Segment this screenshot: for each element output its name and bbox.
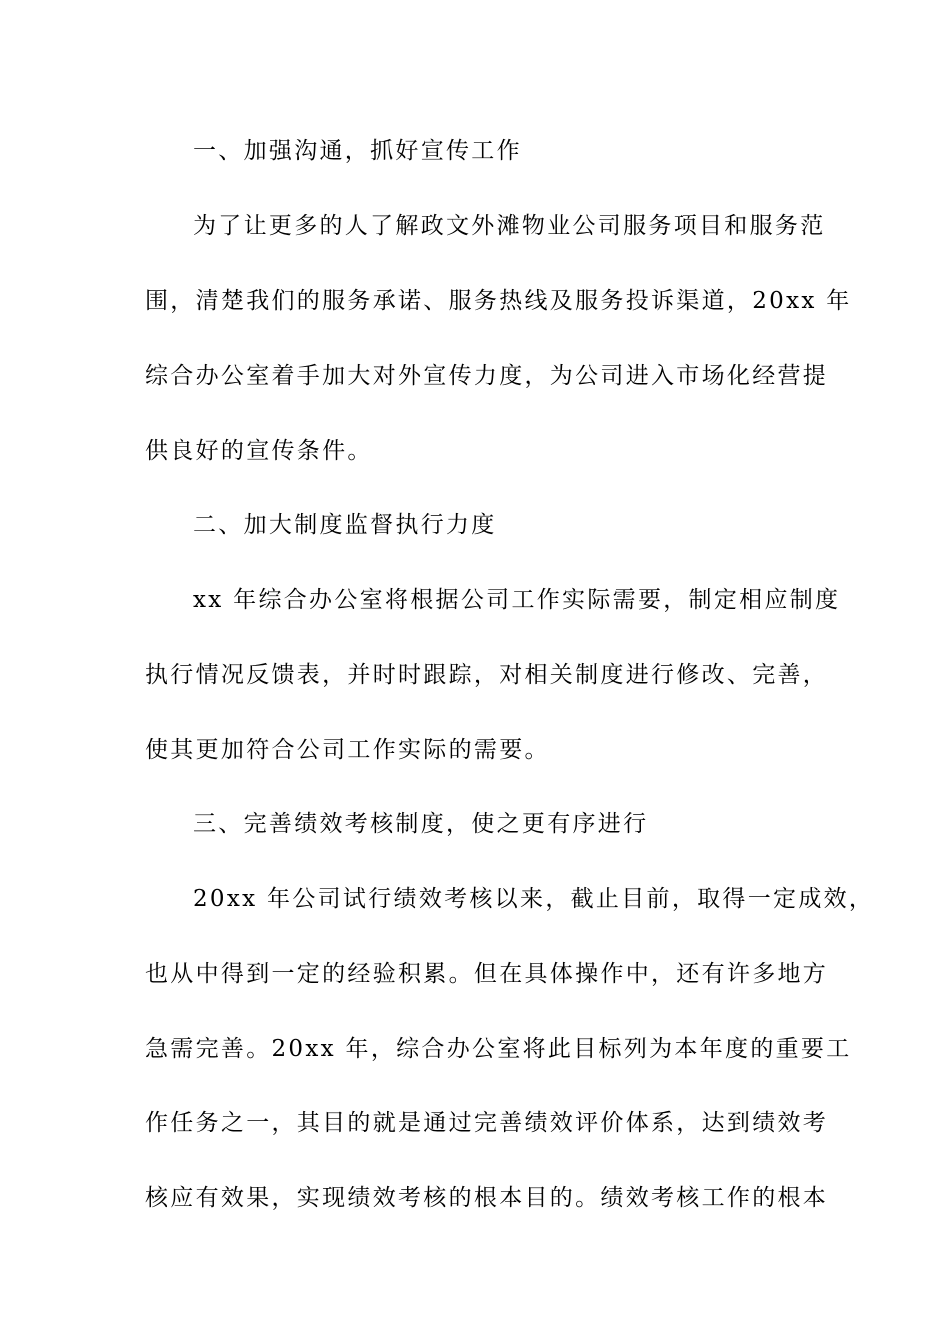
paragraph-line: xx 年综合办公室将根据公司工作实际需要，制定相应制度	[193, 587, 841, 613]
section-heading-2: 二、加大制度监督执行力度	[193, 512, 497, 538]
paragraph-line: 使其更加符合公司工作实际的需要。	[145, 737, 550, 763]
paragraph-line: 供良好的宣传条件。	[145, 438, 373, 464]
paragraph-line: 20xx 年公司试行绩效考核以来，截止目前，取得一定成效，	[193, 886, 875, 912]
paragraph-line: 执行情况反馈表，并时时跟踪，对相关制度进行修改、完善，	[145, 662, 829, 688]
paragraph-line: 急需完善。20xx 年，综合办公室将此目标列为本年度的重要工	[145, 1036, 852, 1062]
paragraph-line: 核应有效果，实现绩效考核的根本目的。绩效考核工作的根本	[145, 1185, 829, 1211]
paragraph-line: 综合办公室着手加大对外宣传力度，为公司进入市场化经营提	[145, 363, 829, 389]
paragraph-line: 为了让更多的人了解政文外滩物业公司服务项目和服务范	[193, 213, 826, 239]
paragraph-line: 围，清楚我们的服务承诺、服务热线及服务投诉渠道，20xx 年	[145, 288, 852, 314]
section-heading-3: 三、完善绩效考核制度，使之更有序进行	[193, 811, 649, 837]
paragraph-line: 作任务之一，其目的就是通过完善绩效评价体系，达到绩效考	[145, 1110, 829, 1136]
paragraph-line: 也从中得到一定的经验积累。但在具体操作中，还有许多地方	[145, 961, 829, 987]
section-heading-1: 一、加强沟通，抓好宣传工作	[193, 138, 522, 164]
